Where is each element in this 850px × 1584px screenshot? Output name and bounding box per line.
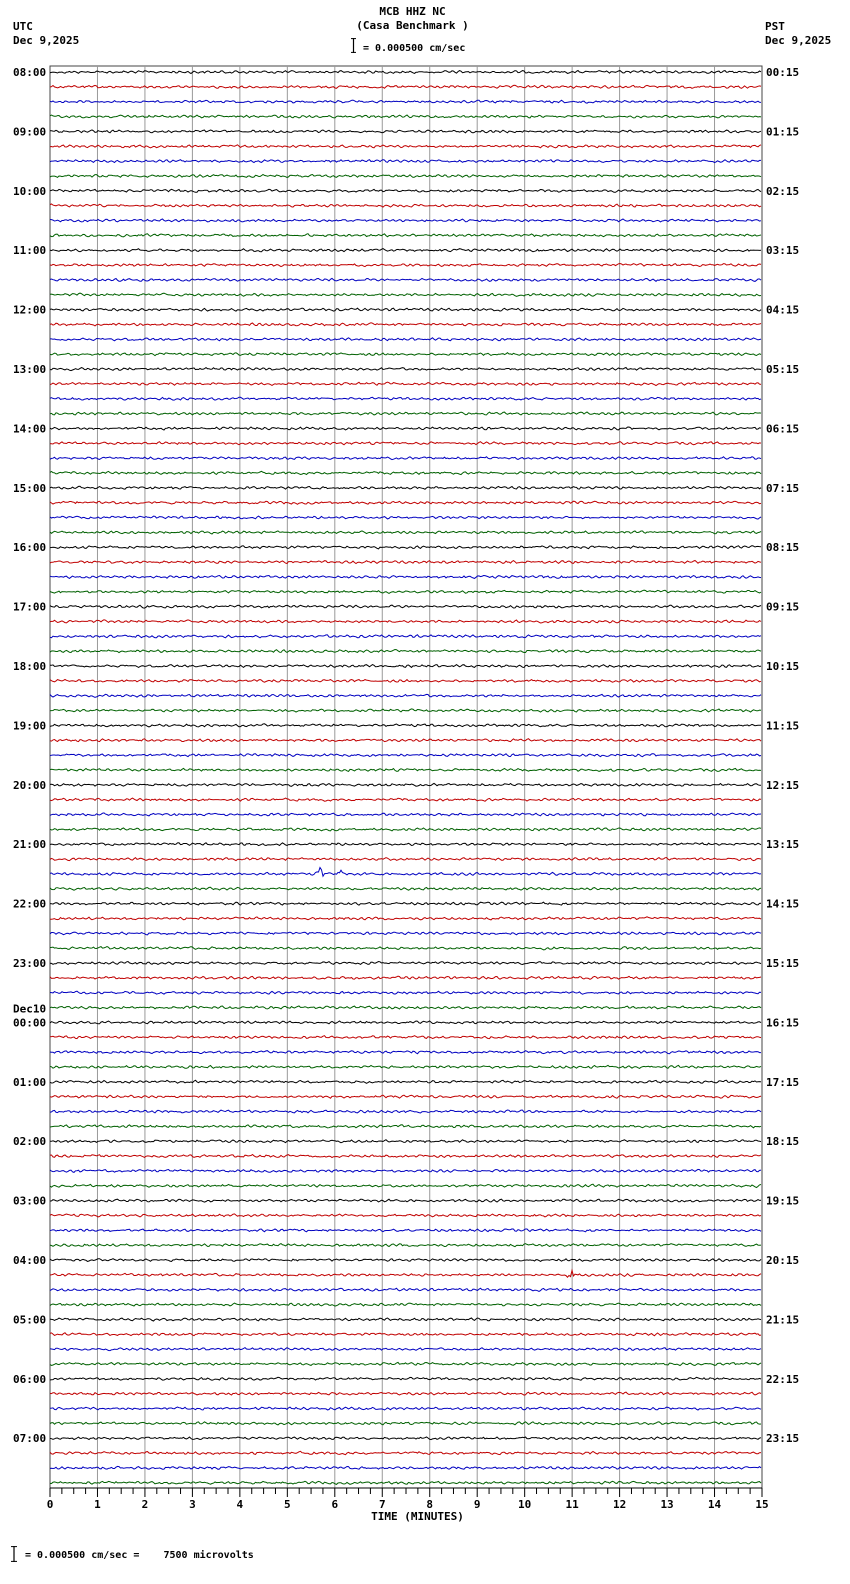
trace-line	[50, 1095, 761, 1098]
trace-line	[50, 175, 761, 178]
x-tick-label: 8	[426, 1498, 434, 1511]
right-hour-label: 00:15	[766, 66, 800, 79]
trace-line	[50, 1362, 761, 1365]
trace-line	[50, 620, 761, 623]
right-hour-label: 08:15	[766, 541, 800, 555]
trace-line	[50, 145, 761, 148]
left-hour-label: 00:00	[13, 1016, 47, 1030]
right-hour-label: 01:15	[766, 125, 800, 139]
right-hour-label: 12:15	[766, 778, 800, 792]
x-tick-label: 10	[518, 1498, 532, 1511]
left-hour-label: 23:00	[13, 957, 47, 970]
trace-line	[50, 947, 761, 950]
footer-scale-label: = 0.000500 cm/sec = 7500 microvolts	[25, 1550, 254, 1561]
left-hour-label: 11:00	[13, 244, 47, 258]
trace-line	[50, 1348, 761, 1351]
right-hour-label: 20:15	[766, 1254, 800, 1267]
right-hour-label: 18:15	[766, 1135, 800, 1149]
left-hour-label: 17:00	[13, 600, 47, 614]
left-timezone: UTC	[13, 20, 33, 33]
trace-line	[50, 754, 761, 757]
x-tick-label: 12	[612, 1498, 627, 1511]
right-date: Dec 9,2025	[765, 34, 832, 47]
trace-line	[50, 768, 761, 771]
trace-line	[50, 323, 761, 326]
trace-line	[50, 1155, 761, 1158]
trace-line	[50, 1437, 761, 1440]
left-hour-label: 04:00	[13, 1254, 47, 1267]
trace-line	[50, 100, 761, 103]
trace-line	[50, 338, 761, 341]
trace-line	[50, 1407, 761, 1410]
trace-line	[50, 902, 761, 905]
trace-line	[50, 219, 761, 222]
trace-line	[50, 665, 761, 668]
trace-line	[50, 1451, 761, 1454]
left-hour-label: 13:00	[13, 363, 47, 376]
left-hour-label: 14:00	[13, 422, 47, 436]
x-tick-label: 15	[755, 1498, 769, 1511]
trace-line	[50, 1303, 761, 1306]
trace-line	[50, 1021, 761, 1024]
trace-line	[50, 1422, 761, 1425]
trace-line	[50, 1140, 761, 1143]
left-hour-label: 02:00	[13, 1135, 47, 1149]
left-hour-label: 21:00	[13, 838, 47, 852]
trace-line	[50, 590, 761, 593]
trace-line	[50, 264, 761, 267]
left-hour-label: 20:00	[13, 778, 47, 792]
left-hour-label: 07:00	[13, 1432, 47, 1446]
trace-line	[50, 739, 761, 742]
trace-line	[50, 130, 761, 133]
trace-line	[50, 1259, 761, 1262]
trace-line	[50, 501, 761, 504]
right-hour-label: 07:15	[766, 481, 800, 495]
right-hour-label: 21:15	[766, 1313, 800, 1327]
trace-line	[50, 308, 761, 311]
trace-line	[50, 1006, 761, 1009]
trace-line	[50, 1318, 761, 1321]
left-hour-label: 06:00	[13, 1372, 47, 1386]
trace-line	[50, 976, 761, 979]
trace-line	[50, 843, 761, 846]
trace-line	[50, 932, 761, 935]
right-hour-label: 06:15	[766, 422, 800, 436]
trace-line	[50, 868, 761, 877]
trace-line	[50, 605, 761, 608]
trace-line	[50, 561, 761, 564]
trace-line	[50, 471, 761, 474]
trace-line	[50, 160, 761, 163]
trace-line	[50, 278, 761, 281]
trace-line	[50, 1169, 761, 1172]
trace-line	[50, 249, 761, 252]
right-hour-label: 03:15	[766, 244, 800, 258]
trace-line	[50, 486, 761, 489]
trace-line	[50, 204, 761, 207]
x-tick-label: 9	[473, 1498, 481, 1511]
trace-line	[50, 635, 761, 638]
trace-line	[50, 650, 761, 653]
left-hour-label: 01:00	[13, 1075, 47, 1089]
trace-line	[50, 694, 761, 697]
x-tick-label: 6	[331, 1498, 339, 1511]
trace-line	[50, 115, 761, 118]
x-axis-label: TIME (MINUTES)	[371, 1510, 464, 1523]
right-hour-label: 15:15	[766, 957, 800, 970]
trace-line	[50, 1036, 761, 1039]
left-hour-label: 10:00	[13, 184, 47, 198]
trace-line	[50, 1271, 761, 1278]
trace-line	[50, 1466, 761, 1469]
x-tick-label: 4	[236, 1498, 244, 1511]
trace-line	[50, 917, 761, 920]
left-hour-label: 15:00	[13, 481, 47, 495]
right-hour-label: 13:15	[766, 838, 800, 852]
left-hour-label: 09:00	[13, 125, 47, 139]
trace-line	[50, 1333, 761, 1336]
left-hour-label: 12:00	[13, 303, 47, 317]
trace-line	[50, 1125, 761, 1128]
left-hour-label: 18:00	[13, 660, 47, 673]
trace-line	[50, 457, 761, 460]
trace-line	[50, 516, 761, 519]
x-tick-label: 14	[707, 1498, 722, 1511]
right-hour-label: 23:15	[766, 1432, 800, 1446]
trace-line	[50, 828, 761, 831]
left-hour-label: 22:00	[13, 897, 47, 911]
x-tick-label: 1	[94, 1498, 101, 1511]
footer-scale-icon	[11, 1546, 17, 1562]
trace-line	[50, 961, 761, 964]
trace-line	[50, 1065, 761, 1068]
trace-line	[50, 798, 761, 801]
station-location: (Casa Benchmark )	[356, 19, 469, 32]
x-tick-label: 11	[565, 1498, 579, 1511]
trace-line	[50, 1214, 761, 1217]
x-tick-label: 5	[284, 1498, 291, 1511]
x-tick-label: 0	[46, 1498, 54, 1511]
trace-line	[50, 1184, 761, 1187]
right-hour-label: 02:15	[766, 184, 800, 198]
left-hour-label: 03:00	[13, 1194, 47, 1208]
x-tick-label: 13	[660, 1498, 674, 1511]
scale-label: = 0.000500 cm/sec	[363, 43, 466, 54]
x-tick-label: 7	[378, 1498, 386, 1511]
trace-line	[50, 783, 761, 786]
right-hour-label: 22:15	[766, 1372, 800, 1386]
trace-line	[50, 85, 761, 88]
trace-line	[50, 680, 761, 683]
trace-line	[50, 189, 761, 192]
right-hour-label: 04:15	[766, 303, 800, 317]
trace-line	[50, 1244, 761, 1247]
trace-line	[50, 531, 761, 534]
right-timezone: PST	[765, 20, 785, 33]
trace-line	[50, 234, 761, 237]
trace-line	[50, 71, 761, 74]
trace-line	[50, 293, 761, 296]
x-tick-label: 2	[141, 1498, 149, 1511]
left-hour-label: 08:00	[13, 66, 47, 79]
right-hour-label: 17:15	[766, 1075, 800, 1089]
trace-line	[50, 368, 761, 371]
right-hour-label: 10:15	[766, 660, 800, 673]
trace-line	[50, 382, 761, 385]
x-tick-label: 3	[189, 1498, 196, 1511]
trace-line	[50, 1288, 761, 1291]
trace-line	[50, 724, 761, 727]
trace-line	[50, 1377, 761, 1380]
right-hour-label: 14:15	[766, 897, 800, 911]
left-hour-label: 19:00	[13, 719, 47, 733]
station-title: MCB HHZ NC	[379, 5, 446, 18]
trace-line	[50, 813, 761, 816]
trace-line	[50, 412, 761, 415]
trace-line	[50, 1110, 761, 1113]
trace-line	[50, 1051, 761, 1054]
trace-line	[50, 397, 761, 400]
trace-line	[50, 442, 761, 445]
trace-line	[50, 709, 761, 712]
trace-line	[50, 858, 761, 861]
trace-line	[50, 991, 761, 994]
trace-line	[50, 1392, 761, 1395]
trace-line	[50, 1080, 761, 1083]
trace-line	[50, 1481, 761, 1484]
trace-line	[50, 1229, 761, 1232]
trace-line	[50, 353, 761, 356]
right-hour-label: 16:15	[766, 1016, 800, 1030]
right-hour-label: 09:15	[766, 600, 800, 614]
left-hour-label: 16:00	[13, 541, 47, 555]
trace-line	[50, 546, 761, 549]
right-hour-label: 19:15	[766, 1194, 800, 1208]
left-date: Dec 9,2025	[13, 34, 80, 47]
left-date-change-label: Dec10	[13, 1002, 47, 1016]
right-hour-label: 05:15	[766, 363, 800, 376]
left-hour-label: 05:00	[13, 1313, 47, 1327]
trace-line	[50, 427, 761, 430]
right-hour-label: 11:15	[766, 719, 800, 733]
trace-line	[50, 887, 761, 890]
trace-line	[50, 1199, 761, 1202]
trace-line	[50, 576, 761, 579]
